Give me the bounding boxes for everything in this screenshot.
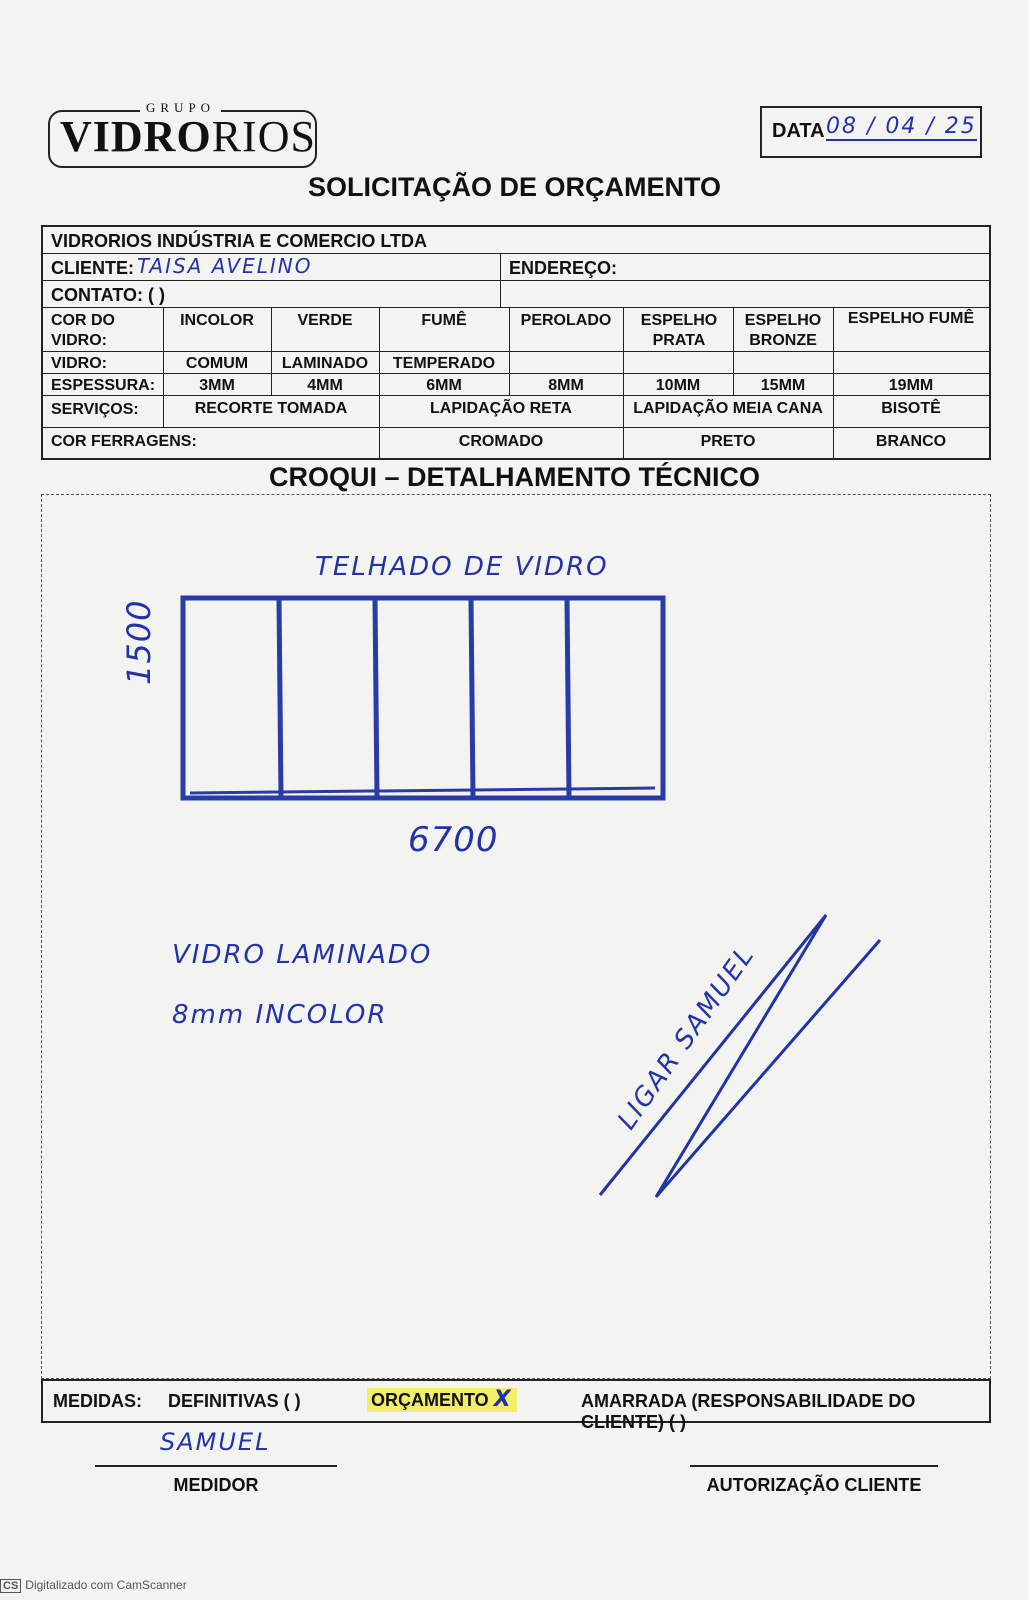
width-dimension: 6700 xyxy=(408,820,499,860)
option-10mm: 10MM xyxy=(655,377,701,394)
logo-name-bold: VIDRO xyxy=(60,112,212,161)
option-cromado: CROMADO xyxy=(458,433,544,450)
option-espelho-prata: ESPELHO PRATA xyxy=(640,312,718,349)
pane-divider xyxy=(567,598,569,798)
option-lapidacao-reta: LAPIDAÇÃO RETA xyxy=(430,400,572,417)
option-3mm: 3MM xyxy=(199,377,235,394)
measures-definitive: DEFINITIVAS ( ) xyxy=(168,1391,301,1411)
roof-frame xyxy=(183,598,663,798)
diagonal-strokes xyxy=(590,905,890,1205)
note-line-2: 8mm INCOLOR xyxy=(172,1000,388,1030)
measures-label: MEDIDAS: xyxy=(53,1391,142,1411)
option-15mm: 15MM xyxy=(760,377,806,394)
scanner-footer xyxy=(0,1578,187,1593)
page-title: SOLICITAÇÃO DE ORÇAMENTO xyxy=(307,172,721,202)
option-4mm: 4MM xyxy=(307,377,343,394)
option-recorte-tomada: RECORTE TOMADA xyxy=(194,400,348,417)
order-form xyxy=(41,225,991,460)
option-fume: FUMÊ xyxy=(421,312,467,329)
date-value: 08 / 04 / 25 xyxy=(826,114,977,139)
thickness-label: ESPESSURA: xyxy=(51,377,156,394)
services-label: SERVIÇOS: xyxy=(51,401,139,418)
company-name: VIDRORIOS INDÚSTRIA E COMERCIO LTDA xyxy=(51,231,428,251)
measurer-signature: SAMUEL xyxy=(160,1428,271,1456)
roof-base-line xyxy=(190,788,655,793)
measures-quote xyxy=(367,1387,517,1412)
logo xyxy=(60,112,316,162)
option-espelho-fume: ESPELHO FUMÊ xyxy=(847,310,975,327)
address-label: ENDEREÇO: xyxy=(509,258,618,278)
glass-color-label-1: COR DO xyxy=(51,312,115,329)
option-espelho-bronze: ESPELHO BRONZE xyxy=(744,312,822,349)
diagonal-note: LIGAR SAMUEL xyxy=(612,940,762,1136)
quote-mark: X xyxy=(493,1387,513,1412)
option-branco: BRANCO xyxy=(875,433,947,450)
glass-color-label-2: VIDRO: xyxy=(51,332,107,349)
pane-divider xyxy=(279,598,281,798)
logo-name-regular: RIOS xyxy=(211,112,316,161)
option-perolado: PEROLADO xyxy=(520,312,612,329)
camscanner-icon: CS xyxy=(0,1579,21,1593)
option-bisote: BISOTÊ xyxy=(881,400,941,417)
sketch-caption: TELHADO DE VIDRO xyxy=(315,552,609,582)
option-comum: COMUM xyxy=(185,355,249,372)
measures-bar xyxy=(41,1379,991,1432)
client-label: CLIENTE: xyxy=(51,258,134,278)
client-authorization-label: AUTORIZAÇÃO CLIENTE xyxy=(706,1475,922,1495)
pane-divider xyxy=(375,598,377,798)
height-dimension: 1500 xyxy=(120,599,158,685)
glass-type-label: VIDRO: xyxy=(51,355,107,372)
option-8mm: 8MM xyxy=(548,377,584,394)
option-preto: PRETO xyxy=(700,433,756,450)
measures-tied: AMARRADA (RESPONSABILIDADE DO CLIENTE) ( ) xyxy=(581,1391,916,1432)
measures-quote-label: ORÇAMENTO xyxy=(371,1390,489,1410)
client-signature-line xyxy=(690,1465,938,1467)
option-incolor: INCOLOR xyxy=(180,312,254,329)
footer-text: Digitalizado com CamScanner xyxy=(25,1578,187,1592)
contact-label: CONTATO: ( ) xyxy=(51,285,165,305)
measurer-signature-line xyxy=(95,1465,337,1467)
pane-divider xyxy=(471,598,473,798)
hardware-label: COR FERRAGENS: xyxy=(51,433,197,450)
option-6mm: 6MM xyxy=(426,377,462,394)
option-verde: VERDE xyxy=(297,312,353,329)
sketch-title: CROQUI – DETALHAMENTO TÉCNICO xyxy=(268,462,760,492)
logo-grupo: GRUPO xyxy=(140,100,221,116)
option-laminado: LAMINADO xyxy=(281,355,369,372)
measurer-label: MEDIDOR xyxy=(173,1475,259,1495)
date-label: DATA xyxy=(772,120,825,142)
note-line-1: VIDRO LAMINADO xyxy=(172,940,433,970)
roof-drawing xyxy=(150,590,680,820)
option-19mm: 19MM xyxy=(888,377,934,394)
option-temperado: TEMPERADO xyxy=(392,355,496,372)
option-lapidacao-meia-cana: LAPIDAÇÃO MEIA CANA xyxy=(633,400,823,417)
client-value: TAISA AVELINO xyxy=(137,254,313,278)
